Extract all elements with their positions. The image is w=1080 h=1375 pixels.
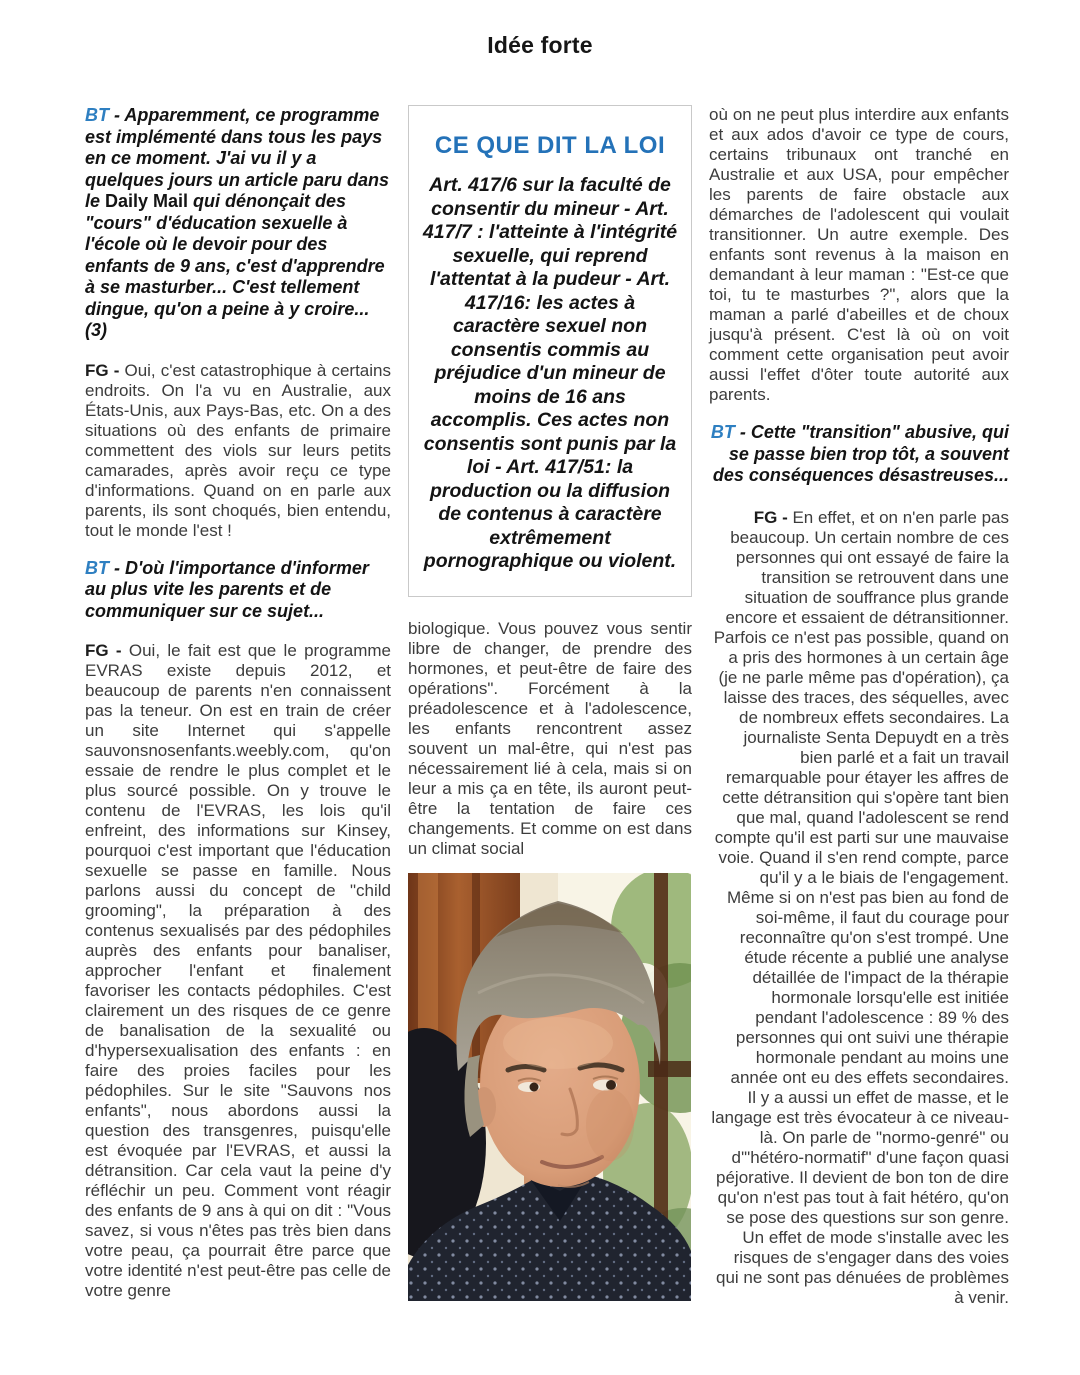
fg-answer-1-text: Oui, c'est catastrophique à certains endroits. On l'a vu en Australie, aux États-Unis, aux Pays-Bas, etc. On a des situations où des enfants de primaire commettent des viols sur leurs petits camarades, après avoir reçu ce type d'informations. Quand on en parle aux parents, ils sont choqués, bien entendu, tout le monde l'est ! bbox=[85, 360, 391, 540]
fg-answer-3-part-2: Il y a aussi un effet de masse, et le langage est très évocateur à ce niveau-là. On parle de "normo-genré" ou d'"hétéro-normatif" d'une façon quasi péjorative. Il devient de bon ton de dire qu'on n'est pas tout à fait hétéro, qu'on se pose des questions sur son genre. Un effet de mode s'installe avec les risques de s'engager dans des voies qui ne sont pas dénuées de problèmes à venir. bbox=[711, 1087, 1009, 1307]
law-callout-box bbox=[408, 105, 692, 597]
fg-answer-1 bbox=[85, 361, 391, 541]
speaker-label-fg: FG - bbox=[85, 641, 122, 660]
speaker-label-bt: BT bbox=[85, 557, 109, 578]
speaker-label-bt: BT bbox=[85, 105, 109, 125]
bt-question-3 bbox=[709, 422, 1009, 487]
column-middle bbox=[408, 105, 692, 1318]
column-right bbox=[709, 105, 1009, 1318]
three-column-layout bbox=[85, 105, 1010, 1318]
bt-question-1-text-before: - Apparemment, ce programme est implémenté dans tous les pays en ce moment. J'ai vu il y a quelques jours un article paru dans le bbox=[85, 105, 390, 211]
fg-answer-3-part-1 bbox=[709, 508, 1009, 1088]
fg-answer-3-text: En effet, et on n'en parle pas beaucoup. Un certain nombre de ces personnes qui ont essayé de faire la transition se retrouvent dans une situation de souffrance plus grande encore et essaient de détransitionner. Parfois ce n'est pas possible, quand on a pris des hormones à un certain âge (je ne parle même pas d'opération), ça laisse des traces, des séquelles, avec de nombreux effets secondaires. La journaliste Senta Depuydt en a très bien parlé et a fait un travail remarquable pour étayer les affres de cette détransition qui s'opère tant bien que mal, quand l'adolescent se rend compte qu'il est parti sur une mauvaise voie. Quand il s'en rend compte, parce qu'il y a le biais de l'engagement. Même si on n'est pas bien au fond de soi-même, il faut du courage pour reconnaître qu'on s'est trompé. Une étude récente a publié une analyse détaillée de l'impact de la thérapie hormonale lorsqu'elle est initiée pendant l'adolescence : 89 % des personnes qui ont suivi une thérapie hormonale pendant au moins une année ont eu des effets secondaires. bbox=[713, 507, 1009, 1087]
fg-answer-2 bbox=[85, 641, 391, 1301]
middle-body-text: biologique. Vous pouvez vous sentir libre de changer, de prendre des hormones, et peut-être de faire des opérations". Forcément à la préadolescence et à l'adolescence, les enfants rencontrent assez souvent un mal-être, qui n'est pas nécessairement lié à cela, mais si on leur a mis ça en tête, ils auront peut-être la tentation de faire ces changements. Et comme on est dans un climat social bbox=[408, 618, 692, 858]
interviewee-portrait-photo bbox=[408, 873, 691, 1301]
bt-question-1-text-after: qui dénonçait des "cours" d'éducation sexuelle à l'école où le devoir pour des enfants de 9 ans, c'est d'apprendre à se masturber... C'est tellement dingue, qu'on a peine à y croire...(3) bbox=[85, 191, 385, 340]
bt-question-3-text: - Cette "transition" abusive, qui se passe bien trop tôt, a souvent des conséquences désastreuses... bbox=[712, 422, 1009, 485]
daily-mail-mention: Daily Mail bbox=[105, 191, 189, 211]
column-left bbox=[85, 105, 391, 1318]
bt-question-2 bbox=[85, 558, 391, 623]
fg-answer-2-text: Oui, le fait est que le programme EVRAS existe depuis 2012, et beaucoup de parents n'en connaissent pas la teneur. On est en train de créer un site Internet qui s'appelle sauvonsnosenfants.weebly.com, qu'on essaie de rendre le plus complet et le plus sourcé possible. On y trouve le contenu de l'EVRAS, les lois qu'il enfreint, des informations sur Kinsey, pourquoi c'est important que l'éducation sexuelle se passe en famille. Nous parlons aussi du concept de "child grooming", la préparation à des contenus sexualisés par des pédophiles auprès des enfants pour banaliser, approcher l'enfant et finalement favoriser les contacts pédophiles. C'est clairement un des risques de ce genre de banalisation de la sexualité ou d'hypersexualisation des enfants : en faire des proies faciles pour les pédophiles. Sur le site "Sauvons nos enfants", nous abordons aussi la question des transgenres, puisqu'elle est évoquée par l'EVRAS, et aussi la détransition. Car cela vaut la peine d'y réfléchir un peu. Comment vont réagir des enfants de 9 ans à qui on dit : "Vous savez, si vous n'êtes pas très bien dans votre peau, ça pourrait être parce que votre identité n'est peut-être pas celle de votre genre bbox=[85, 641, 391, 1300]
law-box-text: Art. 417/6 sur la faculté de consentir du mineur - Art. 417/7 : l'atteinte à l'intégrité sexuelle, qui reprend l'attentat à la pudeur - Art. 417/16: les actes à caractère sexuel non consentis commis au préjudice d'un mineur de moins de 16 ans accomplis. Ces actes non consentis sont punis par la loi - Art. 417/51: la production ou la diffusion de contenus à caractère extrêmement pornographique ou violent. bbox=[422, 174, 678, 572]
page-title: Idée forte bbox=[487, 32, 593, 58]
speaker-label-fg: FG - bbox=[85, 360, 120, 380]
law-box-title: CE QUE DIT LA LOI bbox=[434, 132, 666, 159]
bt-question-1 bbox=[85, 105, 391, 342]
speaker-label-fg: FG - bbox=[753, 507, 788, 527]
speaker-label-bt: BT bbox=[710, 422, 735, 442]
right-body-continuation: où on ne peut plus interdire aux enfants et aux ados d'avoir ce type de cours, certains tribunaux ont tranché en Australie et aux USA, pour empêcher les parents de faire obstacle aux démarches de l'adolescent qui voulait transitionner. Un autre exemple. Des enfants sont revenus à la maison en demandant à leur maman : "Est-ce que toi, tu te masturbes ?", alors que la maman a parlé d'abeilles et de choux jusqu'à présent. C'est là où on voit comment cette organisation peut avoir aussi l'effet d'ôter toute autorité aux parents. bbox=[709, 105, 1009, 404]
bt-question-2-text: - D'où l'importance d'informer au plus vite les parents et de communiquer sur ce sujet... bbox=[85, 557, 369, 621]
fg-answer-3 bbox=[709, 508, 1009, 1308]
